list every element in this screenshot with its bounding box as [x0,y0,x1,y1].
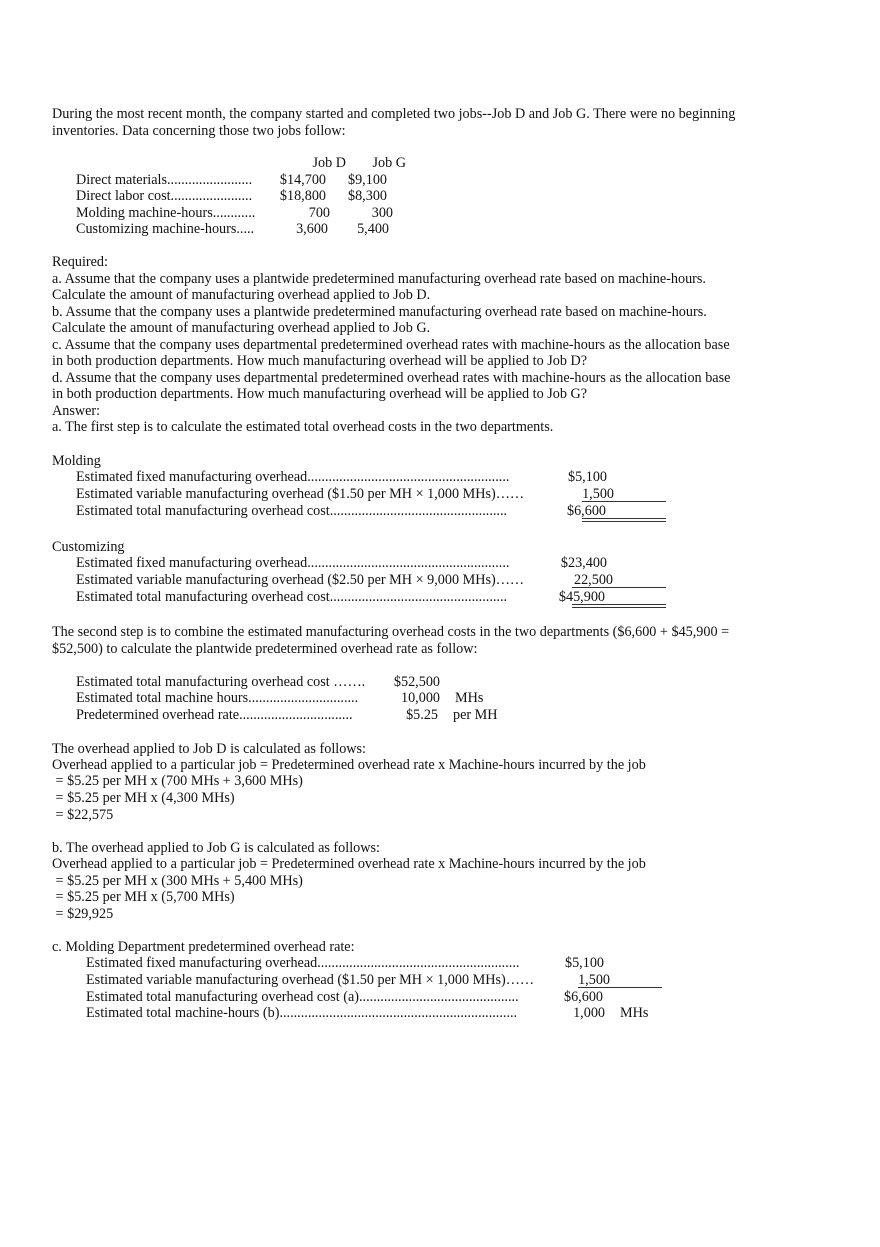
part-c-row-label: Estimated variable manufacturing overhead ($1.50 per MH × 1,000 MHs)…… [86,972,535,988]
plantwide-row-unit: MHs [455,690,484,706]
required-line: a. Assume that the company uses a plantwide predetermined manufacturing overhead rate based on machine-hours. [52,271,706,287]
plantwide-row-value: $5.25 [406,707,438,723]
job-d-calc-line: Overhead applied to a particular job = Predetermined overhead rate x Machine-hours incurred by the job [52,757,646,773]
molding-row-value: $5,100 [567,469,607,485]
double-underline [572,604,666,608]
underline [582,501,666,502]
intro-line-2: inventories. Data concerning those two jobs follow: [52,123,346,139]
required-line: in both production departments. How much manufacturing overhead will be applied to Job D? [52,353,588,369]
part-c-row-label: Estimated fixed manufacturing overhead......................................................... [86,955,520,971]
required-line: c. Assume that the company uses departmental predetermined overhead rates with machine-hours as the allocation base [52,337,730,353]
jobs-row-job-g: 300 [371,205,393,221]
required-heading: Required: [52,254,108,270]
double-underline [582,518,666,522]
jobs-row-job-d: $14,700 [279,172,326,188]
job-d-calc-line: The overhead applied to Job D is calculated as follows: [52,741,367,757]
jobs-row-label: Direct labor cost....................... [76,188,253,204]
jobs-row-job-d: 3,600 [296,221,328,237]
molding-row-value: 1,500 [582,486,614,502]
job-g-calc-line: = $5.25 per MH x (5,700 MHs) [52,889,235,905]
jobs-row-job-d: $18,800 [279,188,326,204]
jobs-row-job-d: 700 [308,205,330,221]
second-step-line-1: The second step is to combine the estimated manufacturing overhead costs in the two departments ($6,600 + $45,900 = [52,624,730,640]
plantwide-row-label: Predetermined overhead rate................................ [76,707,353,723]
second-step-line-2: $52,500) to calculate the plantwide predetermined overhead rate as follow: [52,641,478,657]
customizing-title: Customizing [52,539,125,555]
plantwide-row-value: $52,500 [393,674,440,690]
job-d-calc-line: = $5.25 per MH x (700 MHs + 3,600 MHs) [52,773,303,789]
required-line: d. Assume that the company uses departmental predetermined overhead rates with machine-hours as the allocation base [52,370,731,386]
part-c-row-unit: MHs [620,1005,649,1021]
part-c-row-label: Estimated total machine-hours (b)................................................................... [86,1005,518,1021]
molding-row-label: Estimated fixed manufacturing overhead......................................................... [76,469,510,485]
customizing-row-label: Estimated fixed manufacturing overhead......................................................... [76,555,510,571]
customizing-row-label: Estimated total manufacturing overhead cost.................................................. [76,589,508,605]
intro-line-1: During the most recent month, the company started and completed two jobs--Job D and Job G. There were no beginning [52,106,736,122]
part-c-heading: c. Molding Department predetermined overhead rate: [52,939,355,955]
molding-row-label: Estimated total manufacturing overhead cost.................................................. [76,503,508,519]
jobs-row-label: Molding machine-hours............ [76,205,256,221]
required-line: Calculate the amount of manufacturing overhead applied to Job G. [52,320,431,336]
job-g-calc-line: Overhead applied to a particular job = Predetermined overhead rate x Machine-hours incurred by the job [52,856,646,872]
customizing-row-label: Estimated variable manufacturing overhead ($2.50 per MH × 9,000 MHs)…… [76,572,525,588]
molding-row-value: $6,600 [566,503,606,519]
plantwide-row-label: Estimated total machine hours............................... [76,690,359,706]
part-c-row-value: $5,100 [564,955,604,971]
part-c-row-value: $6,600 [563,989,603,1005]
molding-row-label: Estimated variable manufacturing overhead ($1.50 per MH × 1,000 MHs)…… [76,486,525,502]
part-c-row-value: 1,000 [573,1005,605,1021]
required-line: b. Assume that the company uses a plantwide predetermined manufacturing overhead rate based on machine-hours. [52,304,707,320]
molding-title: Molding [52,453,101,469]
underline [578,987,662,988]
part-c-row-label: Estimated total manufacturing overhead cost (a)............................................. [86,989,519,1005]
customizing-row-value: 22,500 [573,572,613,588]
job-d-calc-line: = $22,575 [52,807,114,823]
required-line: Calculate the amount of manufacturing overhead applied to Job D. [52,287,431,303]
plantwide-row-value: 10,000 [400,690,440,706]
answer-first-step: a. The first step is to calculate the estimated total overhead costs in the two departments. [52,419,554,435]
plantwide-row-unit: per MH [453,707,498,723]
job-g-calc-line: = $29,925 [52,906,114,922]
customizing-row-value: $45,900 [558,589,605,605]
job-g-header: Job G [372,155,406,171]
part-c-row-value: 1,500 [578,972,610,988]
jobs-row-job-g: 5,400 [357,221,389,237]
customizing-row-value: $23,400 [560,555,607,571]
job-g-calc-line: = $5.25 per MH x (300 MHs + 5,400 MHs) [52,873,303,889]
jobs-row-label: Customizing machine-hours..... [76,221,255,237]
job-d-calc-line: = $5.25 per MH x (4,300 MHs) [52,790,235,806]
job-d-header: Job D [312,155,346,171]
jobs-row-job-g: $8,300 [347,188,387,204]
answer-heading: Answer: [52,403,101,419]
required-line: in both production departments. How much manufacturing overhead will be applied to Job G? [52,386,588,402]
underline [572,587,666,588]
plantwide-row-label: Estimated total manufacturing overhead cost ……. [76,674,366,690]
jobs-row-job-g: $9,100 [347,172,387,188]
job-g-calc-line: b. The overhead applied to Job G is calculated as follows: [52,840,380,856]
jobs-row-label: Direct materials........................ [76,172,253,188]
